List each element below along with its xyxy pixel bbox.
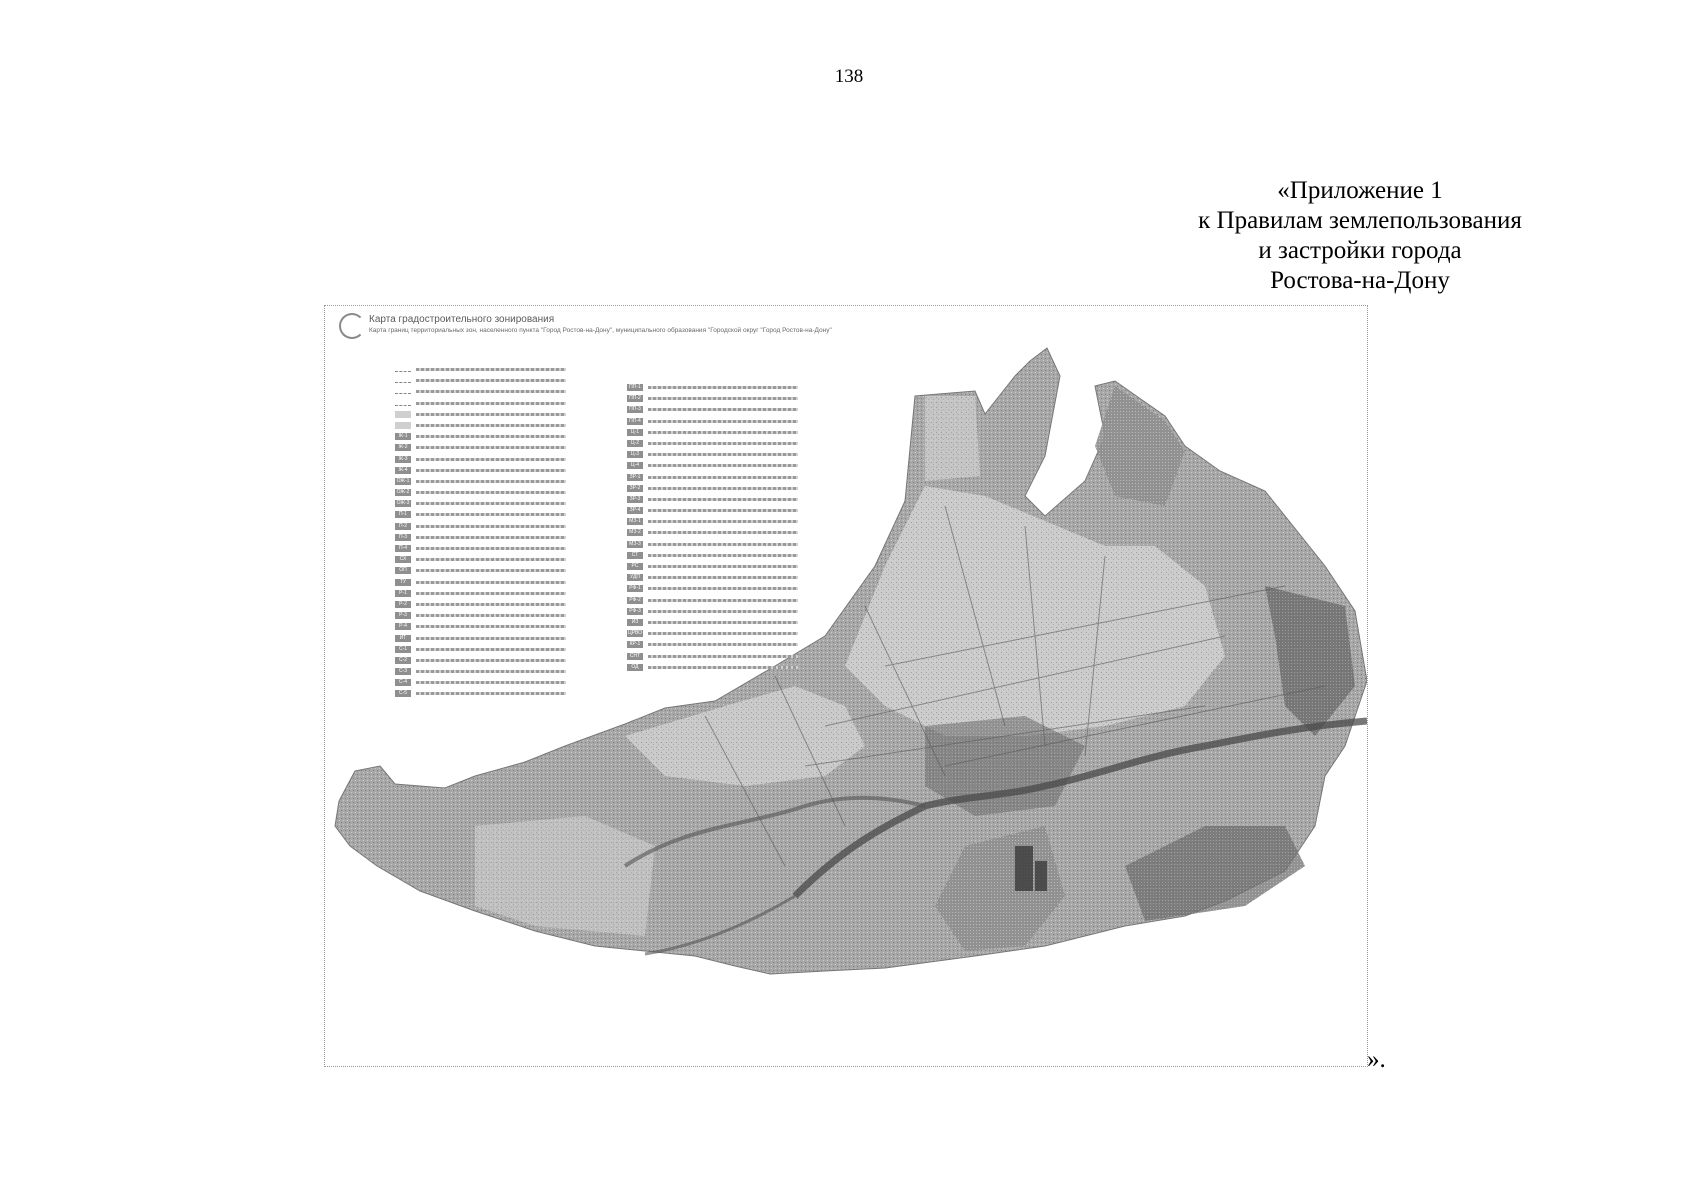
legend-row-zone: ЗР-4 xyxy=(627,505,817,516)
zoning-map-frame xyxy=(324,305,1368,1067)
legend-row-zone: ЦРВО xyxy=(627,628,817,639)
legend-row-zone: Ц-4 xyxy=(627,460,817,471)
legend-row-light xyxy=(395,409,625,420)
legend-row-boundary xyxy=(395,364,625,375)
pond xyxy=(1035,861,1047,891)
legend-row-zone: Р-2 xyxy=(395,599,625,610)
legend-row-zone: КР-1 xyxy=(627,639,817,650)
legend-row-zone: РФ-3 xyxy=(627,606,817,617)
boundary-line-icon xyxy=(395,378,411,383)
legend-row-zone: МЗ-1 xyxy=(627,516,817,527)
legend-row-zone: ИТ xyxy=(395,633,625,644)
legend-row-zone: МЗ-2 xyxy=(627,527,817,538)
appendix-line-1: «Приложение 1 xyxy=(1277,177,1443,204)
legend-row-zone: ЗР-3 xyxy=(627,494,817,505)
legend-row-zone: Ж-4 xyxy=(395,465,625,476)
legend-row-zone: ПП-1 xyxy=(627,382,817,393)
legend-row-zone: ПП-3 xyxy=(627,404,817,415)
appendix-line-2: к Правилам землепользования xyxy=(1198,207,1522,234)
legend-row-zone: С-4 xyxy=(395,677,625,688)
legend-row-zone: Р-4 xyxy=(395,621,625,632)
legend-row-zone: Ц-1 xyxy=(627,427,817,438)
legend-row-zone: РФ-1 xyxy=(627,583,817,594)
pond xyxy=(1015,846,1033,891)
legend-row-zone: СНТ xyxy=(627,651,817,662)
map-legend-right xyxy=(627,382,817,673)
appendix-heading xyxy=(1160,176,1560,296)
boundary-line-icon xyxy=(395,389,411,394)
legend-row-zone: П-3 xyxy=(395,532,625,543)
legend-row-zone: ОД xyxy=(627,662,817,673)
legend-row-zone: Р-1 xyxy=(395,588,625,599)
legend-row-zone: С-2 xyxy=(395,655,625,666)
legend-row-zone: ЗР-2 xyxy=(627,483,817,494)
legend-row-zone: ТУ xyxy=(395,577,625,588)
map-legend-left xyxy=(395,364,625,700)
page-number: 138 xyxy=(834,66,864,87)
zone-north-strip xyxy=(925,396,980,481)
legend-row-light xyxy=(395,420,625,431)
legend-row-zone: Ц-3 xyxy=(627,449,817,460)
legend-row-zone: ЗР-1 xyxy=(627,472,817,483)
city-emblem-icon xyxy=(339,313,365,339)
legend-row-boundary xyxy=(395,375,625,386)
boundary-line-icon xyxy=(395,401,411,406)
legend-row-zone: ОЖ-3 xyxy=(395,498,625,509)
legend-row-zone: ОЖ-2 xyxy=(395,487,625,498)
legend-row-zone: С-3 xyxy=(395,666,625,677)
legend-row-zone: Ж-1 xyxy=(395,431,625,442)
legend-row-boundary xyxy=(395,386,625,397)
appendix-line-3: и застройки города xyxy=(1258,237,1462,264)
legend-row-zone: П-1 xyxy=(395,509,625,520)
legend-row-zone: С-5 xyxy=(395,688,625,699)
legend-row-zone: ОП xyxy=(395,565,625,576)
boundary-line-icon xyxy=(395,367,411,372)
legend-row-zone: РС xyxy=(627,561,817,572)
legend-row-zone: Ж-2 xyxy=(395,442,625,453)
zone-light-west xyxy=(625,686,865,786)
legend-row-zone: П-2 xyxy=(395,521,625,532)
legend-row-zone: ИЗ xyxy=(627,617,817,628)
legend-row-zone: Ц-2 xyxy=(627,438,817,449)
closing-quote: ». xyxy=(1367,1046,1386,1073)
legend-row-zone: С-1 xyxy=(395,644,625,655)
legend-row-zone: Р-3 xyxy=(395,610,625,621)
map-title: Карта градостроительного зонирования xyxy=(369,314,555,325)
legend-row-zone: ПП-2 xyxy=(627,393,817,404)
appendix-line-4: Ростова-на-Дону xyxy=(1270,267,1450,294)
legend-row-zone: П-4 xyxy=(395,543,625,554)
legend-row-zone: ПП-4 xyxy=(627,416,817,427)
legend-row-zone: МЗ-3 xyxy=(627,539,817,550)
legend-row-zone: УДП xyxy=(627,572,817,583)
legend-row-zone: РФ-2 xyxy=(627,595,817,606)
legend-row-zone: Ж-3 xyxy=(395,454,625,465)
legend-row-zone: ОЖ-1 xyxy=(395,476,625,487)
legend-row-boundary xyxy=(395,398,625,409)
map-subtitle: Карта границ территориальных зон, населенного пункта "Город Ростов-на-Дону", муниципального образования "Городской округ "Город Ростов-на-Дону" xyxy=(369,327,832,334)
legend-row-zone: СХ xyxy=(395,554,625,565)
legend-row-zone: СТ xyxy=(627,550,817,561)
